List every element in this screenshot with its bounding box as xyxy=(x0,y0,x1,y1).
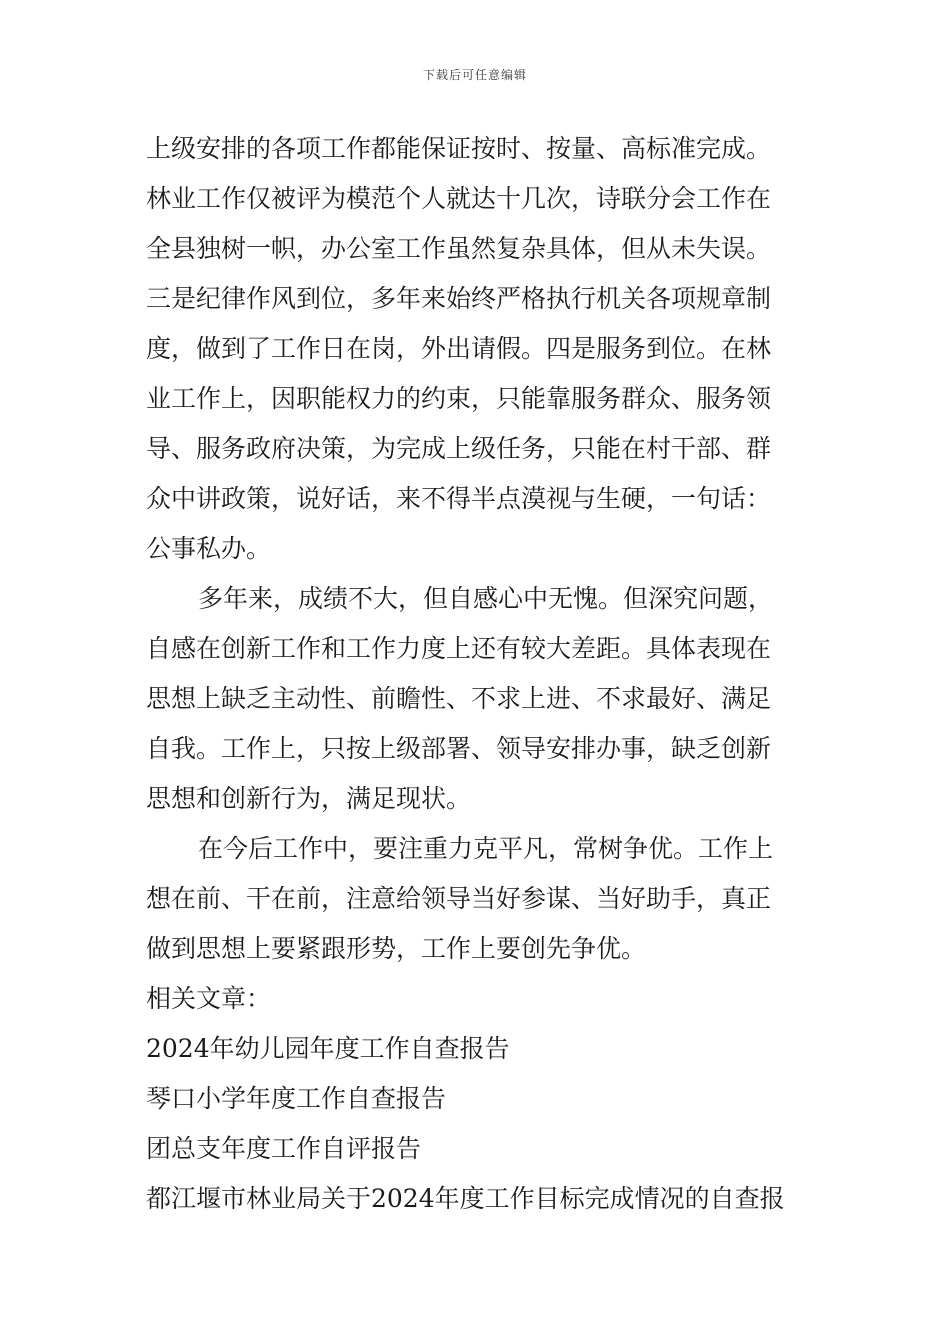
related-articles-heading: 相关文章： xyxy=(146,984,272,1013)
related-article-link[interactable]: 2024年幼儿园年度工作自查报告 xyxy=(146,1034,510,1063)
text-line: 全县独树一帜，办公室工作虽然复杂具体，但从未失误。 xyxy=(146,234,772,263)
text-line: 众中讲政策，说好话，来不得半点漠视与生硬，一句话： xyxy=(146,484,772,513)
related-article-link[interactable]: 琴口小学年度工作自查报告 xyxy=(146,1084,447,1113)
text-line: 三是纪律作风到位，多年来始终严格执行机关各项规章制 xyxy=(146,284,772,313)
text-line: 林业工作仅被评为模范个人就达十几次，诗联分会工作在 xyxy=(146,184,772,213)
text-line: 公事私办。 xyxy=(146,534,272,563)
text-line: 自我。工作上，只按上级部署、领导安排办事，缺乏创新 xyxy=(146,734,772,763)
text-line: 业工作上，因职能权力的约束，只能靠服务群众、服务领 xyxy=(146,384,772,413)
related-article-link[interactable]: 团总支年度工作自评报告 xyxy=(146,1134,422,1163)
related-article-link[interactable]: 都江堰市林业局关于2024年度工作目标完成情况的自查报 xyxy=(146,1184,785,1213)
document-body xyxy=(146,124,808,1224)
paragraph-start-line: 多年来，成绩不大，但自感心中无愧。但深究问题， xyxy=(198,584,774,613)
text-line: 做到思想上要紧跟形势，工作上要创先争优。 xyxy=(146,934,647,963)
text-line: 自感在创新工作和工作力度上还有较大差距。具体表现在 xyxy=(146,634,772,663)
text-line: 想在前、干在前，注意给领导当好参谋、当好助手，真正 xyxy=(146,884,772,913)
paragraph-start-line: 在今后工作中，要注重力克平凡，常树争优。工作上 xyxy=(198,834,774,863)
text-line: 思想上缺乏主动性、前瞻性、不求上进、不求最好、满足 xyxy=(146,684,772,713)
text-line: 上级安排的各项工作都能保证按时、按量、高标准完成。 xyxy=(146,134,772,163)
text-line: 度，做到了工作日在岗，外出请假。四是服务到位。在林 xyxy=(146,334,772,363)
header-note: 下载后可任意编辑 xyxy=(422,68,527,82)
text-line: 思想和创新行为，满足现状。 xyxy=(146,784,472,813)
text-line: 导、服务政府决策，为完成上级任务，只能在村干部、群 xyxy=(146,434,772,463)
